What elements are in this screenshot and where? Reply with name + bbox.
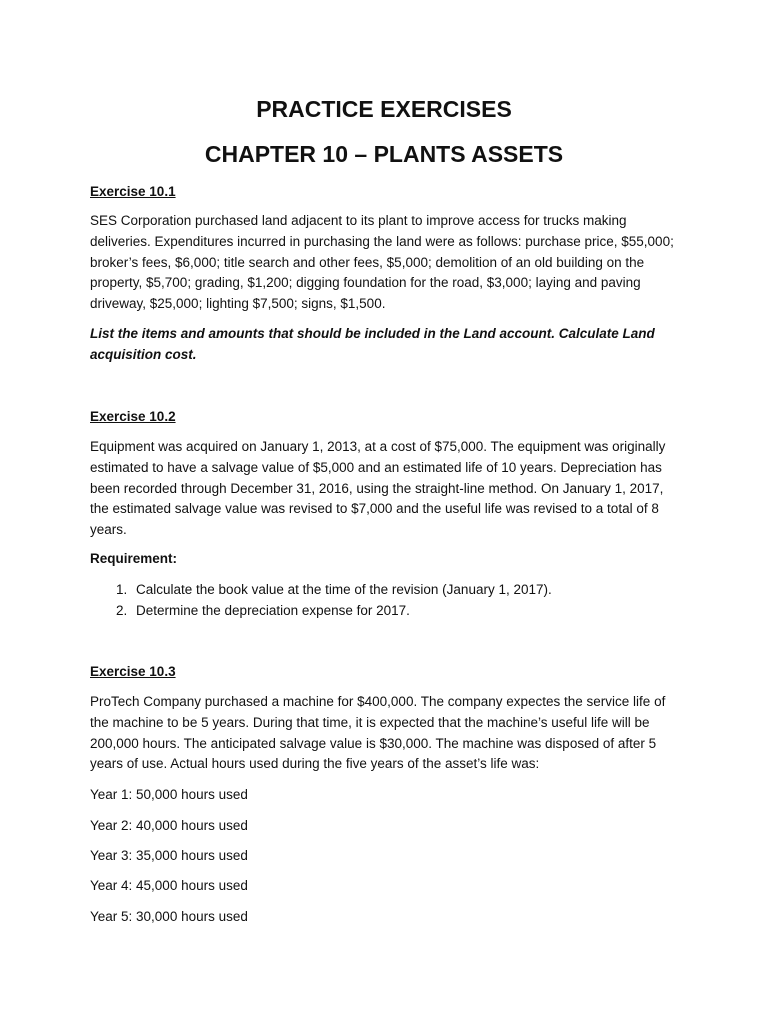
year-usage-line: Year 5: 30,000 hours used xyxy=(90,909,248,924)
page-title: PRACTICE EXERCISES xyxy=(256,96,512,122)
year-usage-line: Year 1: 50,000 hours used xyxy=(90,787,248,802)
year-usage-line: Year 2: 40,000 hours used xyxy=(90,818,248,833)
exercise-10-1-instruction: List the items and amounts that should be included in the Land account. Calculate Land acquisition cost. xyxy=(90,326,655,362)
chapter-title: CHAPTER 10 – PLANTS ASSETS xyxy=(204,141,564,167)
exercise-10-2-body: Equipment was acquired on January 1, 2013, at a cost of $75,000. The equipment was originally estimated to have a salvage value of $5,000 and an estimated life of 10 years. Depreciation has been recorded through December 31, 2016, using the straight-line method. On January 1, 2017, the estimated salvage value was revised to $7,000 and the useful life was revised to a total of 8 years. xyxy=(90,439,666,538)
requirement-text: Calculate the book value at the time of the revision (January 1, 2017). xyxy=(136,582,552,597)
year-usage-line: Year 4: 45,000 hours used xyxy=(90,878,248,893)
exercise-10-3-heading: Exercise 10.3 xyxy=(90,664,176,679)
requirement-number: 1. xyxy=(116,582,128,597)
year-usage-line: Year 3: 35,000 hours used xyxy=(90,848,248,863)
exercise-10-2-heading: Exercise 10.2 xyxy=(90,409,176,424)
requirement-number: 2. xyxy=(116,603,128,618)
requirement-label: Requirement: xyxy=(90,551,178,566)
requirement-text: Determine the depreciation expense for 2017. xyxy=(136,603,410,618)
exercise-10-3-body: ProTech Company purchased a machine for $400,000. The company expectes the service life of the machine to be 5 years. During that time, it is expected that the machine’s useful life will be 200,000 hours. The anticipated salvage value is $30,000. The machine was disposed of after 5 years of use. Actual hours used during the five years of the asset’s life was: xyxy=(90,694,666,772)
exercise-10-1-heading: Exercise 10.1 xyxy=(90,184,176,199)
exercise-10-1-body: SES Corporation purchased land adjacent to its plant to improve access for trucks making deliveries. Expenditures incurred in purchasing the land were as follows: purchase price, $55,000; broker’s fees, $6,000; title search and other fees, $5,000; demolition of an old building on the property, $5,700; grading, $1,200; digging foundation for the road, $3,000; laying and paving driveway, $25,000; lighting $7,500; signs, $1,500. xyxy=(90,213,674,312)
